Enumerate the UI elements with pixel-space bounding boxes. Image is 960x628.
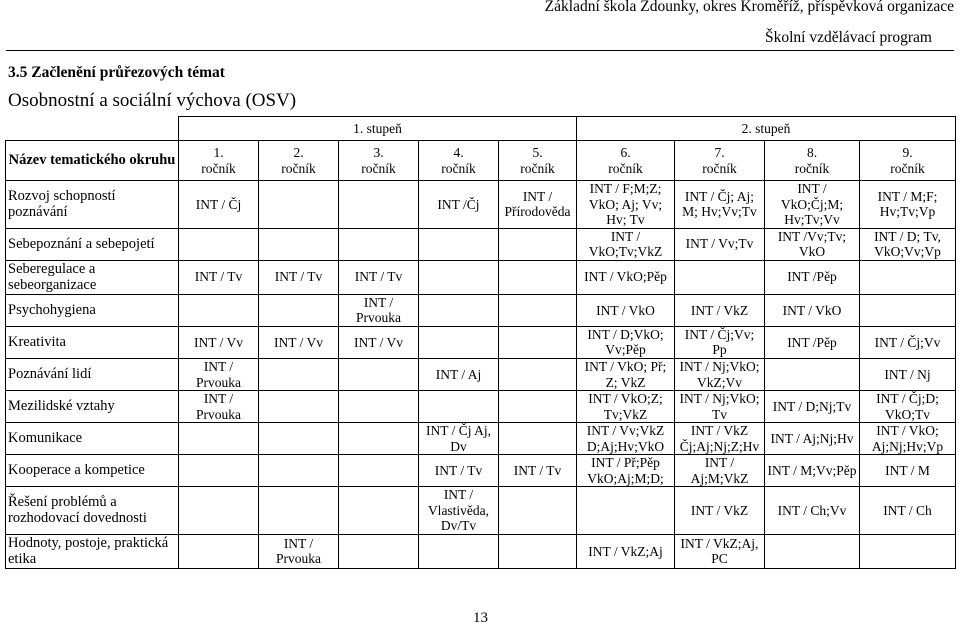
table-cell <box>179 294 259 326</box>
table-cell: INT / Nj <box>860 358 956 390</box>
table-cell: INT / Vv;VkZ D;Aj;Hv;VkO <box>577 423 675 455</box>
table-cell <box>259 181 339 229</box>
table-cell <box>179 487 259 535</box>
table-cell: INT / Aj;Nj;Hv <box>765 423 860 455</box>
grade-number: 7. <box>714 144 725 160</box>
table-row <box>6 455 956 487</box>
table-cell: INT / Ch;Vv <box>765 487 860 535</box>
grade-header-1 <box>179 141 259 181</box>
table-cell: INT / Tv <box>499 455 577 487</box>
school-name: Základní škola Zdounky, okres Kroměříž, příspěvková organizace <box>544 0 954 15</box>
table-cell: INT / VkO; Aj;Nj;Hv;Vp <box>860 423 956 455</box>
table-row <box>6 423 956 455</box>
table-cell <box>179 423 259 455</box>
table-cell: INT / Tv <box>259 260 339 294</box>
grade-header-9 <box>860 141 956 181</box>
table-cell: INT / Vv;Tv <box>675 228 765 260</box>
table-cell: INT / Čj;Vv <box>860 326 956 358</box>
grade-number: 2. <box>293 144 304 160</box>
document-title: Školní vzdělávací program <box>764 29 932 46</box>
topic-label: Seberegulace a sebeorganizace <box>6 260 179 294</box>
table-cell: INT / Vlastivěda, Dv/Tv <box>419 487 499 535</box>
table-cell <box>259 294 339 326</box>
table-cell: INT / Prvouka <box>179 358 259 390</box>
table-cell: INT / Aj <box>419 358 499 390</box>
table-cell: INT / Nj;VkO; Tv <box>675 391 765 423</box>
table-cell: INT / Vv <box>179 326 259 358</box>
table-cell <box>259 391 339 423</box>
topic-label: Rozvoj schopností poznávání <box>6 181 179 229</box>
table-cell: INT / Čj Aj, Dv <box>419 423 499 455</box>
table-cell: INT / VkO <box>577 294 675 326</box>
table-cell: INT / Př;Pěp VkO;Aj;M;D; <box>577 455 675 487</box>
grade-number: 5. <box>532 144 543 160</box>
table-cell <box>860 534 956 568</box>
table-cell <box>339 391 419 423</box>
table-cell: INT / Tv <box>339 260 419 294</box>
table-cell: INT / VkO <box>765 294 860 326</box>
table-cell: INT / Vv <box>339 326 419 358</box>
table-cell: INT /Vv;Tv; VkO <box>765 228 860 260</box>
table-cell <box>179 228 259 260</box>
table-cell: INT / VkO; Př; Z; VkZ <box>577 358 675 390</box>
table-cell: INT / Vv <box>259 326 339 358</box>
table-cell <box>259 487 339 535</box>
grade-label: ročník <box>361 160 396 176</box>
stage-1-header: 1. stupeň <box>179 117 577 141</box>
topic-label: Komunikace <box>6 423 179 455</box>
topic-label: Řešení problémů a rozhodovací dovednosti <box>6 487 179 535</box>
table-row <box>6 260 956 294</box>
osv-table <box>5 116 956 569</box>
header-divider <box>6 50 954 51</box>
table-cell <box>499 487 577 535</box>
topic-label: Poznávání lidí <box>6 358 179 390</box>
table-row <box>6 534 956 568</box>
table-cell: INT / VkZ <box>675 294 765 326</box>
table-cell: INT / Nj;VkO; VkZ;Vv <box>675 358 765 390</box>
table-row <box>6 358 956 390</box>
table-cell <box>339 228 419 260</box>
table-cell <box>339 358 419 390</box>
table-row <box>6 391 956 423</box>
grade-label: ročník <box>441 160 476 176</box>
grade-number: 3. <box>373 144 384 160</box>
grade-header-6 <box>577 141 675 181</box>
table-cell <box>499 260 577 294</box>
table-cell: INT / VkO;Tv;VkZ <box>577 228 675 260</box>
grade-label: ročník <box>281 160 316 176</box>
grade-header-5 <box>499 141 577 181</box>
table-cell <box>765 358 860 390</box>
table-cell: INT / Přírodověda <box>499 181 577 229</box>
table-cell: INT / VkZ;Aj <box>577 534 675 568</box>
table-cell <box>860 294 956 326</box>
table-cell: INT / Prvouka <box>259 534 339 568</box>
table-cell: INT / Čj <box>179 181 259 229</box>
topic-label: Psychohygiena <box>6 294 179 326</box>
grade-label: ročník <box>702 160 737 176</box>
table-cell: INT / M;Vv;Pěp <box>765 455 860 487</box>
grade-label: ročník <box>520 160 555 176</box>
table-cell <box>419 294 499 326</box>
table-cell <box>259 358 339 390</box>
table-cell <box>499 228 577 260</box>
table-cell: INT / Aj;M;VkZ <box>675 455 765 487</box>
grade-label: ročník <box>201 160 236 176</box>
table-row <box>6 228 956 260</box>
table-cell <box>259 455 339 487</box>
stage-row <box>6 117 956 141</box>
table-cell <box>419 228 499 260</box>
table-cell: INT / D; Tv, VkO;Vv;Vp <box>860 228 956 260</box>
grade-label: ročník <box>794 160 830 176</box>
table-cell <box>499 294 577 326</box>
table-cell <box>339 423 419 455</box>
table-cell: INT / Ch <box>860 487 956 535</box>
topic-column-header: Název tematického okruhu <box>6 141 179 181</box>
table-cell <box>499 423 577 455</box>
grade-header-4 <box>419 141 499 181</box>
table-cell <box>419 326 499 358</box>
table-cell: INT /Pěp <box>765 260 860 294</box>
table-cell <box>765 534 860 568</box>
table-cell <box>179 455 259 487</box>
topic-label: Sebepoznání a sebepojetí <box>6 228 179 260</box>
table-cell <box>860 260 956 294</box>
table-row <box>6 326 956 358</box>
grade-label: ročník <box>608 160 643 176</box>
table-cell: INT / M;F; Hv;Tv;Vp <box>860 181 956 229</box>
table-cell <box>339 534 419 568</box>
topic-label: Mezilidské vztahy <box>6 391 179 423</box>
table-cell: INT / VkO;Pěp <box>577 260 675 294</box>
grade-label: ročník <box>890 160 925 176</box>
table-cell <box>259 423 339 455</box>
table-cell: INT / Čj; Aj; M; Hv;Vv;Tv <box>675 181 765 229</box>
table-cell: INT / VkO;Čj;M; Hv;Tv;Vv <box>765 181 860 229</box>
table-cell <box>339 181 419 229</box>
table-cell <box>499 391 577 423</box>
table-cell <box>339 487 419 535</box>
table-row <box>6 181 956 229</box>
grade-header-7 <box>675 141 765 181</box>
grade-header-2 <box>259 141 339 181</box>
table-cell: INT / VkZ <box>675 487 765 535</box>
table-cell: INT / F;M;Z; VkO; Aj; Vv; Hv; Tv <box>577 181 675 229</box>
grade-number: 4. <box>453 144 464 160</box>
table-cell: INT / M <box>860 455 956 487</box>
table-cell: INT /Pěp <box>765 326 860 358</box>
table-cell: INT / D;VkO; Vv;Pěp <box>577 326 675 358</box>
grade-header-8 <box>765 141 860 181</box>
table-cell: INT / Prvouka <box>339 294 419 326</box>
table-cell <box>419 260 499 294</box>
topic-label: Kreativita <box>6 326 179 358</box>
table-cell <box>499 534 577 568</box>
table-cell <box>499 358 577 390</box>
table-cell <box>339 455 419 487</box>
table-row <box>6 487 956 535</box>
table-cell: INT / Prvouka <box>179 391 259 423</box>
grade-header-3 <box>339 141 419 181</box>
table-cell: INT / Čj;D; VkO;Tv <box>860 391 956 423</box>
topic-label: Kooperace a kompetice <box>6 455 179 487</box>
section-title: 3.5 Začlenění průřezových témat <box>8 64 225 81</box>
table-cell: INT / VkO;Z; Tv;VkZ <box>577 391 675 423</box>
table-cell: INT /Čj <box>419 181 499 229</box>
table-cell <box>419 534 499 568</box>
table-cell <box>419 391 499 423</box>
corner-cell <box>6 117 179 141</box>
subtitle: Osobnostní a sociální výchova (OSV) <box>8 90 297 111</box>
stage-2-header: 2. stupeň <box>577 117 956 141</box>
table-cell: INT / VkZ Čj;Aj;Nj;Z;Hv <box>675 423 765 455</box>
grade-row <box>6 141 956 181</box>
table-cell: INT / Čj;Vv; Pp <box>675 326 765 358</box>
grade-number: 1. <box>213 144 224 160</box>
table-cell: INT / D;Nj;Tv <box>765 391 860 423</box>
grade-number: 9. <box>902 144 913 160</box>
table-cell: INT / VkZ;Aj, PC <box>675 534 765 568</box>
table-cell: INT / Tv <box>179 260 259 294</box>
grade-number: 8. <box>806 144 818 160</box>
table-cell <box>577 487 675 535</box>
table-cell: INT / Tv <box>419 455 499 487</box>
table-row <box>6 294 956 326</box>
page-number: 13 <box>473 610 488 626</box>
table-cell <box>675 260 765 294</box>
table-cell <box>499 326 577 358</box>
table-cell <box>179 534 259 568</box>
table-cell <box>259 228 339 260</box>
topic-label: Hodnoty, postoje, praktická etika <box>6 534 179 568</box>
grade-number: 6. <box>620 144 631 160</box>
table-body <box>6 117 956 569</box>
